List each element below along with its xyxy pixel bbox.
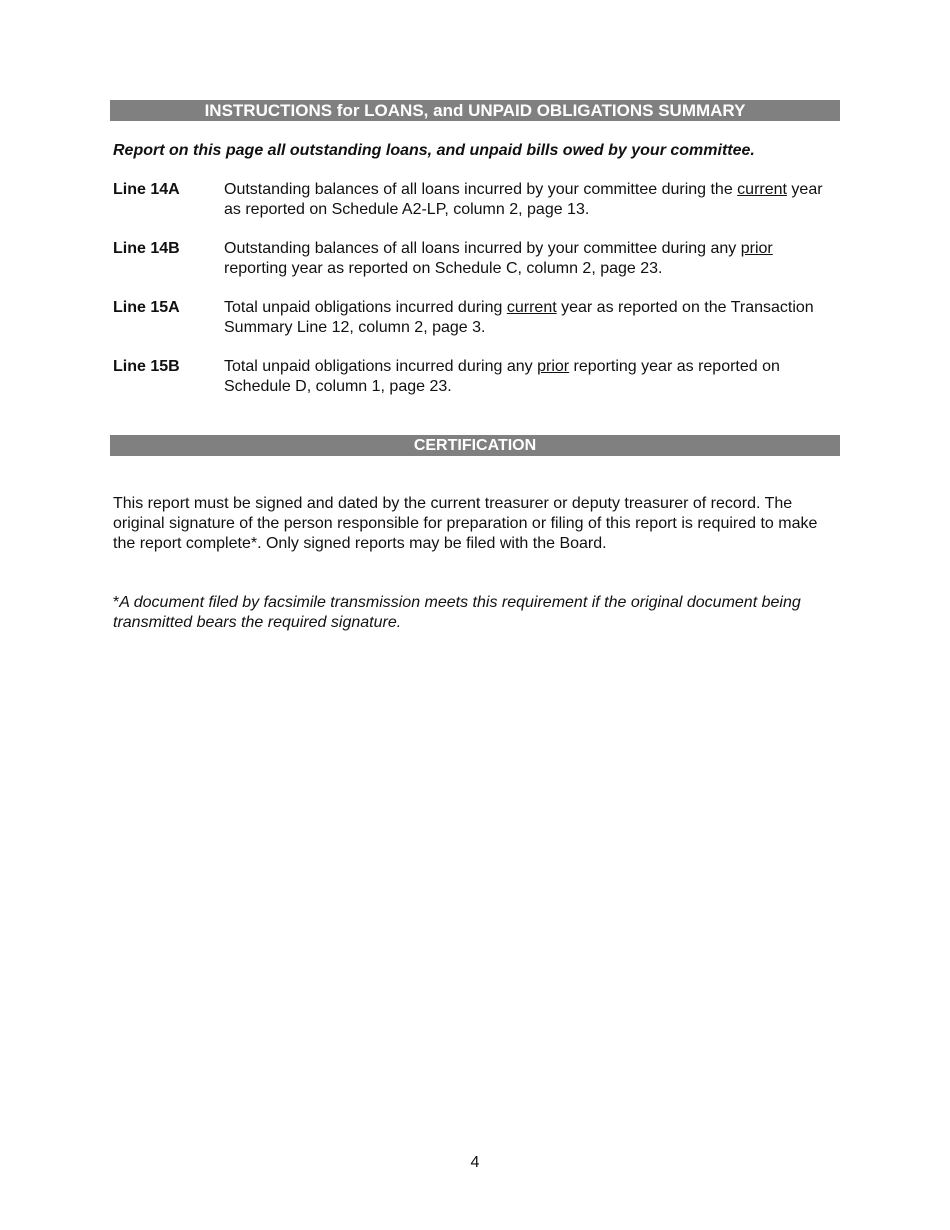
line-text-before: Total unpaid obligations incurred during any	[224, 358, 538, 375]
line-text-underlined: current	[506, 299, 557, 316]
certification-body: This report must be signed and dated by the current treasurer or deputy treasurer of record. The original signature of the person responsible for preparation or filing of this report is required to make the report complete*. Only signed reports may be filed with the Board.	[113, 495, 818, 552]
line-text-underlined: prior	[537, 358, 570, 375]
footnote-marker: *	[113, 594, 120, 611]
line-label: Line 14A	[113, 181, 180, 198]
line-label: Line 15B	[113, 358, 180, 375]
intro-text: Report on this page all outstanding loans, and unpaid bills owed by your committee.	[113, 142, 755, 159]
certification-footnote	[113, 593, 840, 633]
line-instructions-list	[113, 180, 840, 416]
line-description	[224, 239, 840, 279]
page-number: 4	[470, 1154, 480, 1171]
line-text-before: Outstanding balances of all loans incurred by your committee during any	[224, 240, 741, 257]
footnote-text: A document filed by facsimile transmission meets this requirement if the original document being transmitted bears the required signature.	[113, 594, 801, 631]
line-item	[113, 180, 840, 239]
line-label: Line 14B	[113, 240, 180, 257]
line-description	[224, 357, 840, 397]
line-text-after: reporting year as reported on Schedule D, column 1, page 23.	[224, 358, 780, 395]
line-text-before: Total unpaid obligations incurred during	[224, 299, 507, 316]
section-header-instructions: INSTRUCTIONS for LOANS, and UNPAID OBLIGATIONS SUMMARY	[110, 100, 840, 121]
line-text-after: year as reported on Schedule A2-LP, column 2, page 13.	[224, 181, 823, 218]
line-text-after: reporting year as reported on Schedule C, column 2, page 23.	[224, 260, 663, 277]
line-text-after: year as reported on the Transaction Summary Line 12, column 2, page 3.	[224, 299, 814, 336]
line-label: Line 15A	[113, 299, 180, 316]
section-header-certification: CERTIFICATION	[110, 435, 840, 456]
line-text-before: Outstanding balances of all loans incurred by your committee during the	[224, 181, 738, 198]
line-item	[113, 298, 840, 357]
line-text-underlined: current	[737, 181, 787, 198]
line-description	[224, 298, 840, 338]
line-item	[113, 239, 840, 298]
line-description	[224, 180, 840, 220]
line-item	[113, 357, 840, 416]
line-text-underlined: prior	[740, 240, 773, 257]
